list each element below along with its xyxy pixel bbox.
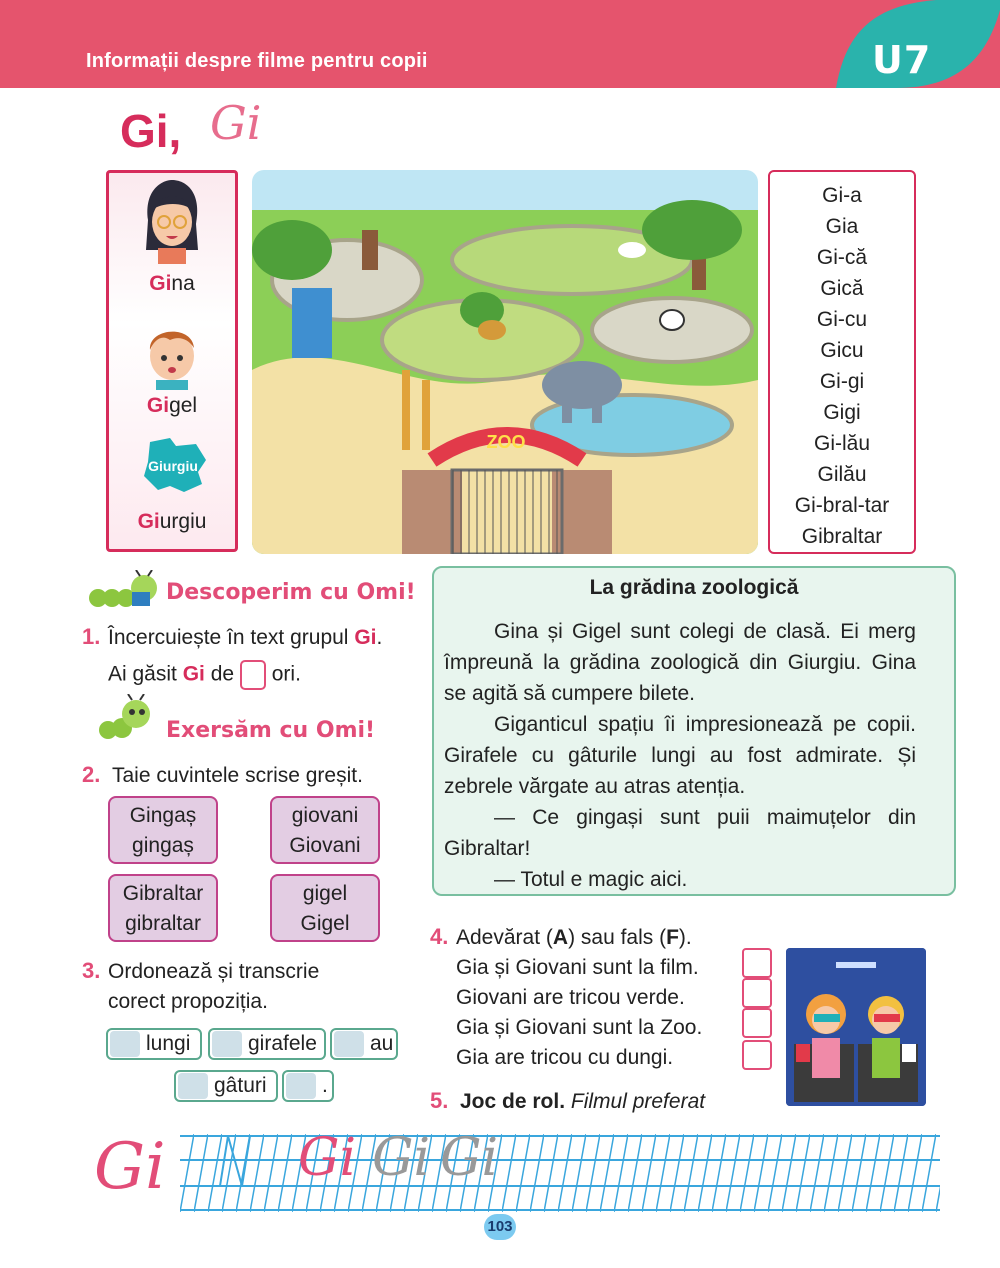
- word-card[interactable]: Gibraltar gibraltar: [108, 874, 218, 942]
- handwriting-trace: Gi: [440, 1128, 499, 1188]
- list-item: Gi-lău: [813, 432, 871, 455]
- ex2-number: 2.: [82, 762, 101, 787]
- giurgiu-map-label: Giurgiu: [148, 458, 198, 474]
- page-header-title: Informații despre filme pentru copii: [86, 50, 428, 72]
- list-item: Gilău: [817, 463, 867, 486]
- caterpillar-icon: [98, 694, 154, 742]
- word-card[interactable]: giovani Giovani: [270, 796, 380, 864]
- word-card[interactable]: gigel Gigel: [270, 874, 380, 942]
- cinema-kids-illustration: [786, 948, 926, 1106]
- tf-statement: Gia și Giovani sunt la film.: [456, 956, 699, 979]
- character-giurgiu: Giurgiu: [137, 510, 207, 533]
- ex5-number: 5.: [430, 1088, 449, 1113]
- section-practice-title: Exersăm cu Omi!: [166, 718, 376, 743]
- word-chip[interactable]: .: [282, 1070, 334, 1102]
- handwriting-grid: [180, 1134, 940, 1212]
- ex1-question: Ai găsit Gi de ori.: [108, 660, 301, 690]
- ex1-instruction: Încercuiește în text grupul Gi.: [108, 626, 383, 649]
- reading-title: La grădina zoologică: [589, 576, 799, 599]
- handwriting-sample: Gi: [298, 1128, 357, 1188]
- order-box[interactable]: [286, 1073, 316, 1099]
- tf-statement: Gia are tricou cu dungi.: [456, 1046, 674, 1069]
- section-discover-title: Descoperim cu Omi!: [166, 580, 416, 605]
- ex1-number: 1.: [82, 624, 101, 649]
- word-chip[interactable]: lungi: [106, 1028, 202, 1060]
- ex3-instruction-line2: corect propoziția.: [108, 990, 268, 1013]
- ex3-instruction-line1: Ordonează și transcrie: [108, 960, 320, 983]
- tf-answer-box[interactable]: [742, 1040, 772, 1070]
- order-box[interactable]: [178, 1073, 208, 1099]
- boy-icon: [142, 320, 202, 390]
- reading-paragraph: Giganticul spațiu îi impresionează pe copii. Girafele cu gâturile lungi au fost admirate. Și zebrele vărgate au atras atenția.: [444, 713, 916, 798]
- ex4-number: 4.: [430, 924, 449, 949]
- order-box[interactable]: [334, 1031, 364, 1057]
- word-chip[interactable]: girafele: [208, 1028, 326, 1060]
- list-item: Gia: [825, 215, 859, 238]
- page-number: 103: [484, 1214, 516, 1240]
- character-gina: Gina: [149, 272, 195, 295]
- unit-label: U7: [872, 38, 932, 82]
- tf-statement: Giovani are tricou verde.: [456, 986, 685, 1009]
- reading-paragraph: Gina și Gigel sunt colegi de clasă. Ei merg împreună la grădina zoologică din Giurgiu. Gina se agită să cumpere bilete.: [444, 620, 916, 705]
- list-item: Gibraltar: [801, 525, 883, 548]
- word-card[interactable]: Gingaș gingaș: [108, 796, 218, 864]
- ex2-instruction: Taie cuvintele scrise greșit.: [112, 764, 363, 787]
- list-item: Gi-că: [816, 246, 868, 269]
- girl-with-glasses-icon: [140, 180, 204, 264]
- order-box[interactable]: [110, 1031, 140, 1057]
- ex4-instruction: Adevărat (A) sau fals (F).: [456, 926, 692, 949]
- ex5-instruction: Joc de rol. Filmul preferat: [460, 1090, 706, 1113]
- tf-answer-box[interactable]: [742, 948, 772, 978]
- list-item: Gi-gi: [819, 370, 865, 393]
- syllable-word-list: [768, 180, 916, 552]
- list-item: Gigi: [823, 401, 861, 424]
- ex3-number: 3.: [82, 958, 101, 983]
- word-chip[interactable]: au: [330, 1028, 398, 1060]
- reading-text: [444, 616, 916, 895]
- zoo-illustration: [252, 170, 758, 554]
- caterpillar-reading-icon: [88, 570, 162, 610]
- character-gigel: Gigel: [146, 394, 198, 417]
- tf-answer-box[interactable]: [742, 1008, 772, 1038]
- list-item: Gi-cu: [816, 308, 868, 331]
- zoo-sign: ZOO: [486, 432, 526, 452]
- handwriting-trace: Gi: [372, 1128, 431, 1188]
- tf-answer-box[interactable]: [742, 978, 772, 1008]
- list-item: Gică: [820, 277, 864, 300]
- handwriting-model: Gi: [94, 1130, 166, 1204]
- lesson-title-script: Gi: [210, 96, 262, 150]
- order-box[interactable]: [212, 1031, 242, 1057]
- count-answer-box[interactable]: [240, 660, 266, 690]
- list-item: Gi-a: [822, 184, 862, 207]
- reading-paragraph: — Totul e magic aici.: [494, 868, 688, 891]
- list-item: Gi-bral-tar: [794, 494, 890, 517]
- lesson-title: Gi,: [120, 105, 182, 157]
- list-item: Gicu: [820, 339, 864, 362]
- tf-statement: Gia și Giovani sunt la Zoo.: [456, 1016, 703, 1039]
- word-chip[interactable]: gâturi: [174, 1070, 278, 1102]
- reading-paragraph: — Ce gingași sunt puii maimuțelor din Gibraltar!: [444, 806, 916, 860]
